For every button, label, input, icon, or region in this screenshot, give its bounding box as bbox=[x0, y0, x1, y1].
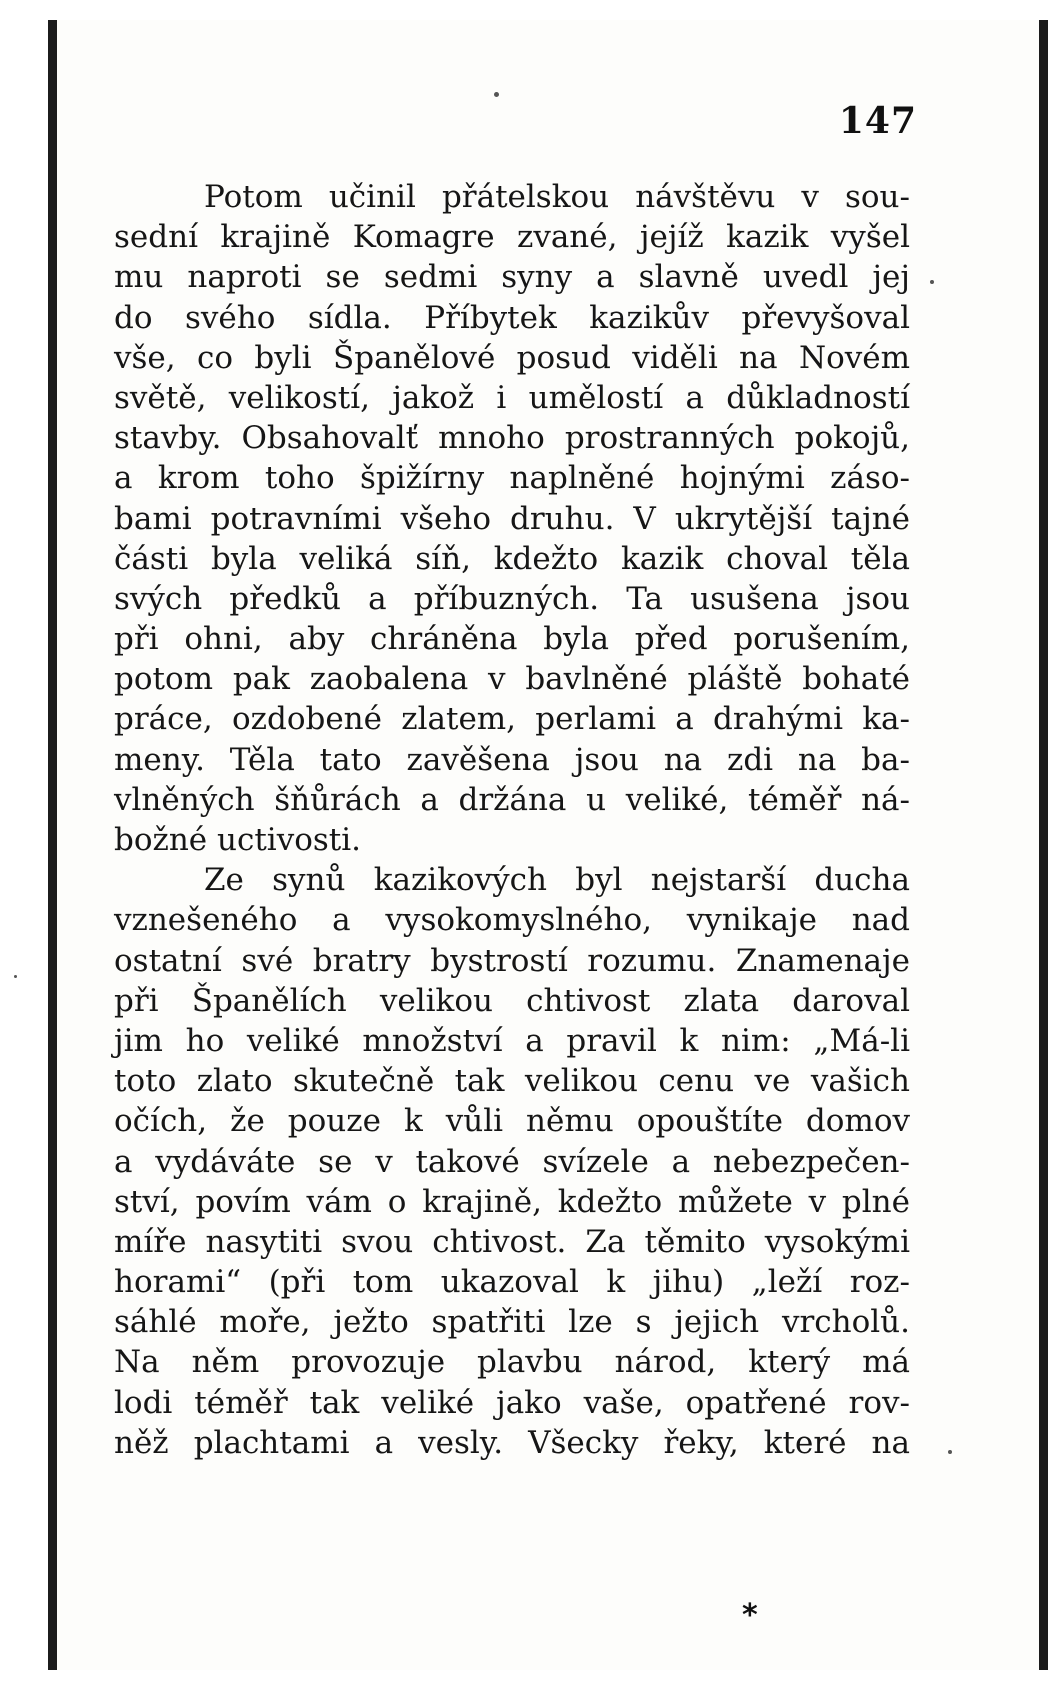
text-line: Ze synů kazikových byl nejstarší ducha bbox=[204, 862, 910, 899]
text-line: při ohni, aby chráněna byla před porušením, bbox=[114, 621, 910, 658]
text-line: Potom učinil přátelskou návštěvu v sou- bbox=[204, 179, 910, 215]
text-line: při Španělích velikou chtivost zlata daroval bbox=[114, 982, 910, 1019]
text-line: něž plachtami a vesly. Všecky řeky, které na bbox=[114, 1424, 910, 1461]
text-line: vše, co byli Španělové posud viděli na Novém bbox=[114, 339, 910, 376]
paper-speck bbox=[930, 280, 934, 284]
body-text bbox=[114, 177, 910, 1463]
paper-speck bbox=[14, 975, 17, 978]
text-line: potom pak zaobalena v bavlněné pláště bohaté bbox=[114, 661, 910, 698]
text-line: očích, že pouze k vůli němu opouštíte domov bbox=[114, 1103, 910, 1140]
text-line: Na něm provozuje plavbu národ, který má bbox=[114, 1344, 910, 1381]
text-line: míře nasytiti svou chtivost. Za těmito vysokými bbox=[114, 1223, 910, 1260]
text-line: svých předků a příbuzných. Ta usušena jsou bbox=[114, 580, 910, 617]
paper-speck bbox=[948, 1450, 952, 1454]
text-line: božné uctivosti. bbox=[114, 822, 362, 858]
text-line: světě, velikostí, jakož i umělostí a důkladností bbox=[114, 379, 910, 416]
text-line: bami potravními všeho druhu. V ukrytější tajné bbox=[114, 500, 910, 537]
text-line: práce, ozdobené zlatem, perlami a drahými ka- bbox=[114, 701, 910, 738]
text-line: do svého sídla. Příbytek kazikův převyšoval bbox=[114, 299, 910, 336]
text-line: sední krajině Komagre zvané, jejíž kazik vyšel bbox=[114, 219, 910, 256]
paragraph-1 bbox=[114, 177, 910, 860]
text-line: ství, povím vám o krajině, kdežto můžete v plné bbox=[114, 1183, 910, 1220]
text-line: jim ho veliké množství a pravil k nim: „Má-li bbox=[114, 1022, 910, 1059]
text-line: meny. Těla tato zavěšena jsou na zdi na ba- bbox=[114, 741, 910, 778]
text-line: vlněných šňůrách a držána u veliké, téměř ná- bbox=[114, 781, 910, 818]
text-line: sáhlé moře, ježto spatřiti lze s jejich vrcholů. bbox=[114, 1304, 910, 1341]
text-line: stavby. Obsahovalť mnoho prostranných pokojů, bbox=[114, 420, 910, 457]
page-number: 147 bbox=[838, 100, 917, 142]
text-line: vznešeného a vysokomyslného, vynikaje nad bbox=[114, 902, 910, 939]
text-line: části byla veliká síň, kdežto kazik choval těla bbox=[114, 540, 910, 577]
paper-speck bbox=[494, 92, 499, 97]
text-line: a vydáváte se v takové svízele a nebezpečen- bbox=[114, 1143, 910, 1180]
text-line: ostatní své bratry bystrostí rozumu. Znamenaje bbox=[114, 942, 910, 979]
paragraph-2 bbox=[114, 860, 910, 1463]
text-line: toto zlato skutečně tak velikou cenu ve vašich bbox=[114, 1063, 910, 1100]
text-line: lodi téměř tak veliké jako vaše, opatřené rov- bbox=[114, 1384, 910, 1421]
text-line: mu naproti se sedmi syny a slavně uvedl jej bbox=[114, 259, 910, 296]
text-line: horami“ (při tom ukazoval k jihu) „leží roz- bbox=[114, 1264, 910, 1301]
signature-mark: * bbox=[742, 1598, 758, 1633]
text-line: a krom toho špižírny naplněné hojnými záso- bbox=[114, 460, 910, 497]
